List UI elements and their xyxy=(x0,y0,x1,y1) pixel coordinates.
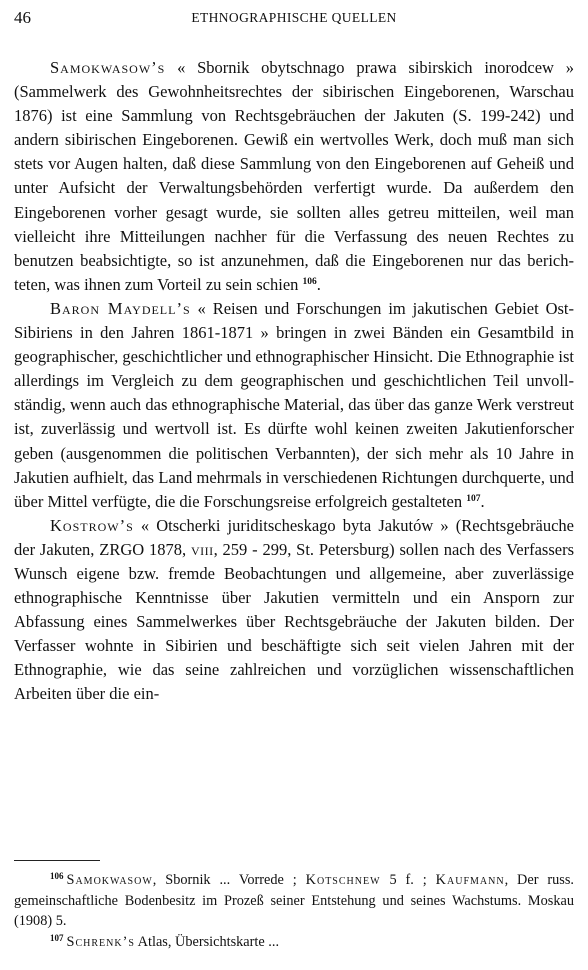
paragraph-text: « Otscherki juriditscheskago byta Jakutów » (Rechtsgebräuche der Jakuten, ZRGO 1878, xyxy=(14,515,574,559)
footnote-reference: 106 xyxy=(302,276,317,287)
paragraph-end: . xyxy=(316,274,321,294)
footnotes xyxy=(14,870,574,952)
paragraph-text-cont: , 259 - 299, St. Petersburg) sollen nach des Verfassers Wunsch eigene bzw. fremde Beobachtungen und allgemeine, aber zuverlässige ethnographische Kenntnisse über Jakutien vermitteln und ein Ansporn zur Abfassung eines Sammelwerkes über Rechtsgebräuche der Jakuten bilden. Der Verfasser wohnte in Sibirien und beschäftigte sich seit vielen Jahren mit der Ethnographie, wie das seine zahlreichen und vorzüglichen wissenschaftlichen Arbeiten über die ein- xyxy=(14,539,574,704)
footnote-107 xyxy=(14,932,574,953)
footnote-text: Atlas, Übersichtskarte ... xyxy=(134,933,280,950)
footnote-number: 107 xyxy=(50,932,64,943)
footnote-reference: 107 xyxy=(466,493,481,504)
cited-author: Kotschnew xyxy=(305,872,381,888)
footnote-number: 106 xyxy=(50,871,64,881)
footnote-text: 5 f. ; xyxy=(380,872,436,888)
running-head: ETHNOGRAPHISCHE QUELLEN xyxy=(191,10,397,25)
page-number: 46 xyxy=(14,8,31,27)
paragraph-samokwasow xyxy=(14,56,574,297)
volume-numeral: viii xyxy=(190,539,214,559)
footnote-text: , Sbornik ... Vorrede ; xyxy=(152,872,306,888)
author-name: Samokwasow’s xyxy=(50,58,166,77)
paragraph-text: « Reisen und Forschungen im jakutischen Gebiet Ost-Sibiriens in den Jahren 1861-1871 » bringen in zwei Bänden ein Gesamtbild in geographischer, geschichtlicher und ethnographischer Hinsicht. Die Ethnographie ist allerdings im Vergleich zu dem geographischen und geschichtlichen Teil unvollständig, wenn auch das ethnographische Material, das über das ganze Werk verstreut ist, zuverlässig und wertvoll ist. Es dürfte wohl keinen zweiten Jakutienforscher geben (ausgenommen die politischen Verbannten), der sich mehr als 10 Jahre in Jakutien aufhielt, das Land mehrmals in verschiedenen Richtungen durchquerte, und über Mittel verfügte, die die Forschungsreise erfolgreich gestalteten xyxy=(14,298,574,511)
cited-author: Kaufmann xyxy=(435,872,505,888)
author-name: Kostrow’s xyxy=(50,515,134,535)
cited-author: Samokwasow xyxy=(66,872,153,888)
paragraph-text: « Sbornik obytschnago prawa sibirskich inorodcew » (Sammelwerk des Gewohnheitsrechtes der sibirischen Eingeborenen, Warschau 1876) ist eine Sammlung von Rechtsgebräuchen der Jakuten (S. 199-242) und andern sibirischen Eingeborenen. Gewiß ein wertvolles Werk, doch muß man sich stets vor Augen halten, daß diese Sammlung von den Eingeborenen auf Geheiß und unter Aufsicht der Verwaltungsbehörden verfertigt wurde. Da außerdem den Eingeborenen vorher gesagt wurde, sie sollten alles getreu mitteilen, weil man vielleicht ihre Mitteilungen nachher für die Verfassung des neuen Rechtes zu benutzen beabsichtigte, so ist anzunehmen, daß die Eingeborenen nur das berichteten, was ihnen zum Vorteil zu sein schien xyxy=(14,58,574,294)
body-text xyxy=(14,56,574,707)
author-name: Baron Maydell’s xyxy=(50,298,191,318)
paragraph-kostrow xyxy=(14,514,574,707)
footnote-text: , Der russ. gemeinschaftliche Bodenbesitz im Prozeß seiner Entstehung und seines Wachstums. Moskau (1908) 5. xyxy=(14,872,575,929)
page-header xyxy=(14,8,574,30)
paragraph-maydell xyxy=(14,297,574,514)
footnote-rule xyxy=(14,860,100,861)
paragraph-end: . xyxy=(480,491,485,511)
cited-author: Schrenk’s xyxy=(66,933,135,950)
footnote-106 xyxy=(14,870,574,932)
